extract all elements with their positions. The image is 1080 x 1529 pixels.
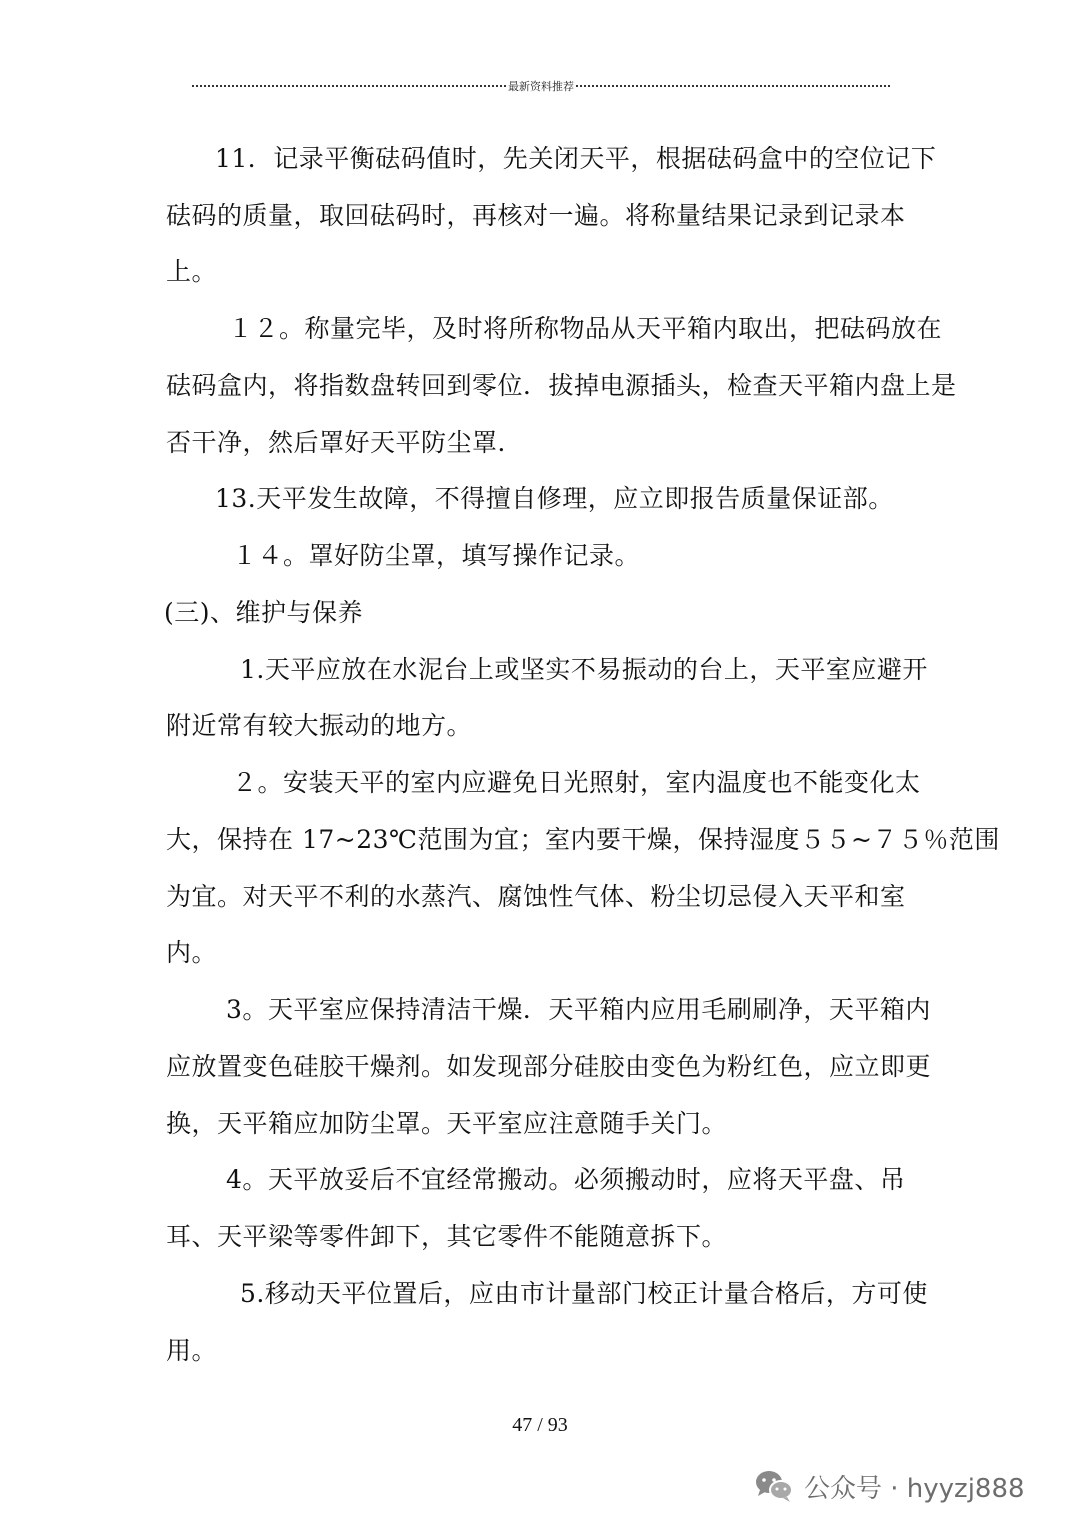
text-line: 上。 (166, 257, 218, 286)
text-line: 否干净，然后罩好天平防尘罩． (166, 428, 524, 457)
text-line: 5.移动天平位置后，应由市计量部门校正计量合格后，方可使 (240, 1279, 928, 1308)
text-line: １２。称量完毕，及时将所称物品从天平箱内取出，把砝码放在 (228, 314, 943, 343)
text-line: 内。 (166, 938, 218, 967)
text-line: 用。 (166, 1336, 218, 1365)
text-line: 附近常有较大振动的地方。 (166, 711, 473, 740)
text-line: 11．记录平衡砝码值时，先关闭天平，根据砝码盒中的空位记下 (215, 144, 937, 173)
text-line: ２。安装天平的室内应避免日光照射，室内温度也不能变化太 (232, 768, 921, 797)
page-header (192, 76, 890, 96)
text-line: 砝码盒内，将指数盘转回到零位．拔掉电源插头，检查天平箱内盘上是 (166, 371, 957, 400)
text-line: 13.天平发生故障，不得擅自修理，应立即报告质量保证部。 (215, 484, 894, 513)
text-line: 3。天平室应保持清洁干燥．天平箱内应用毛刷刷净，天平箱内 (226, 995, 931, 1024)
header-text: 最新资料推荐 (508, 80, 574, 93)
text-line: １４。罩好防尘罩，填写操作记录。 (232, 541, 641, 570)
section-heading: (三)、维护与保养 (164, 598, 364, 627)
text-line: 1.天平应放在水泥台上或坚实不易振动的台上，天平室应避开 (240, 655, 928, 684)
text-line: 耳、天平梁等零件卸下，其它零件不能随意拆下。 (166, 1222, 728, 1251)
text-line: 为宜。对天平不利的水蒸汽、腐蚀性气体、粉尘切忌侵入天平和室 (166, 882, 906, 911)
watermark-text: 公众号 · hyyzj888 (804, 1473, 1025, 1504)
header-dots-right (576, 85, 890, 87)
wechat-icon (754, 1468, 794, 1504)
text-line: 应放置变色硅胶干燥剂。如发现部分硅胶由变色为粉红色，应立即更 (166, 1052, 932, 1081)
watermark (754, 1466, 1025, 1506)
text-line: 砝码的质量，取回砝码时，再核对一遍。将称量结果记录到记录本 (166, 201, 906, 230)
text-line: 大，保持在 17~23℃范围为宜；室内要干燥，保持湿度５５~７５％范围 (166, 825, 1000, 854)
header-dots-left (192, 85, 506, 87)
page-number: 47 / 93 (512, 1414, 568, 1436)
text-line: 换，天平箱应加防尘罩。天平室应注意随手关门。 (166, 1109, 728, 1138)
text-line: 4。天平放妥后不宜经常搬动。必须搬动时，应将天平盘、吊 (226, 1165, 906, 1194)
